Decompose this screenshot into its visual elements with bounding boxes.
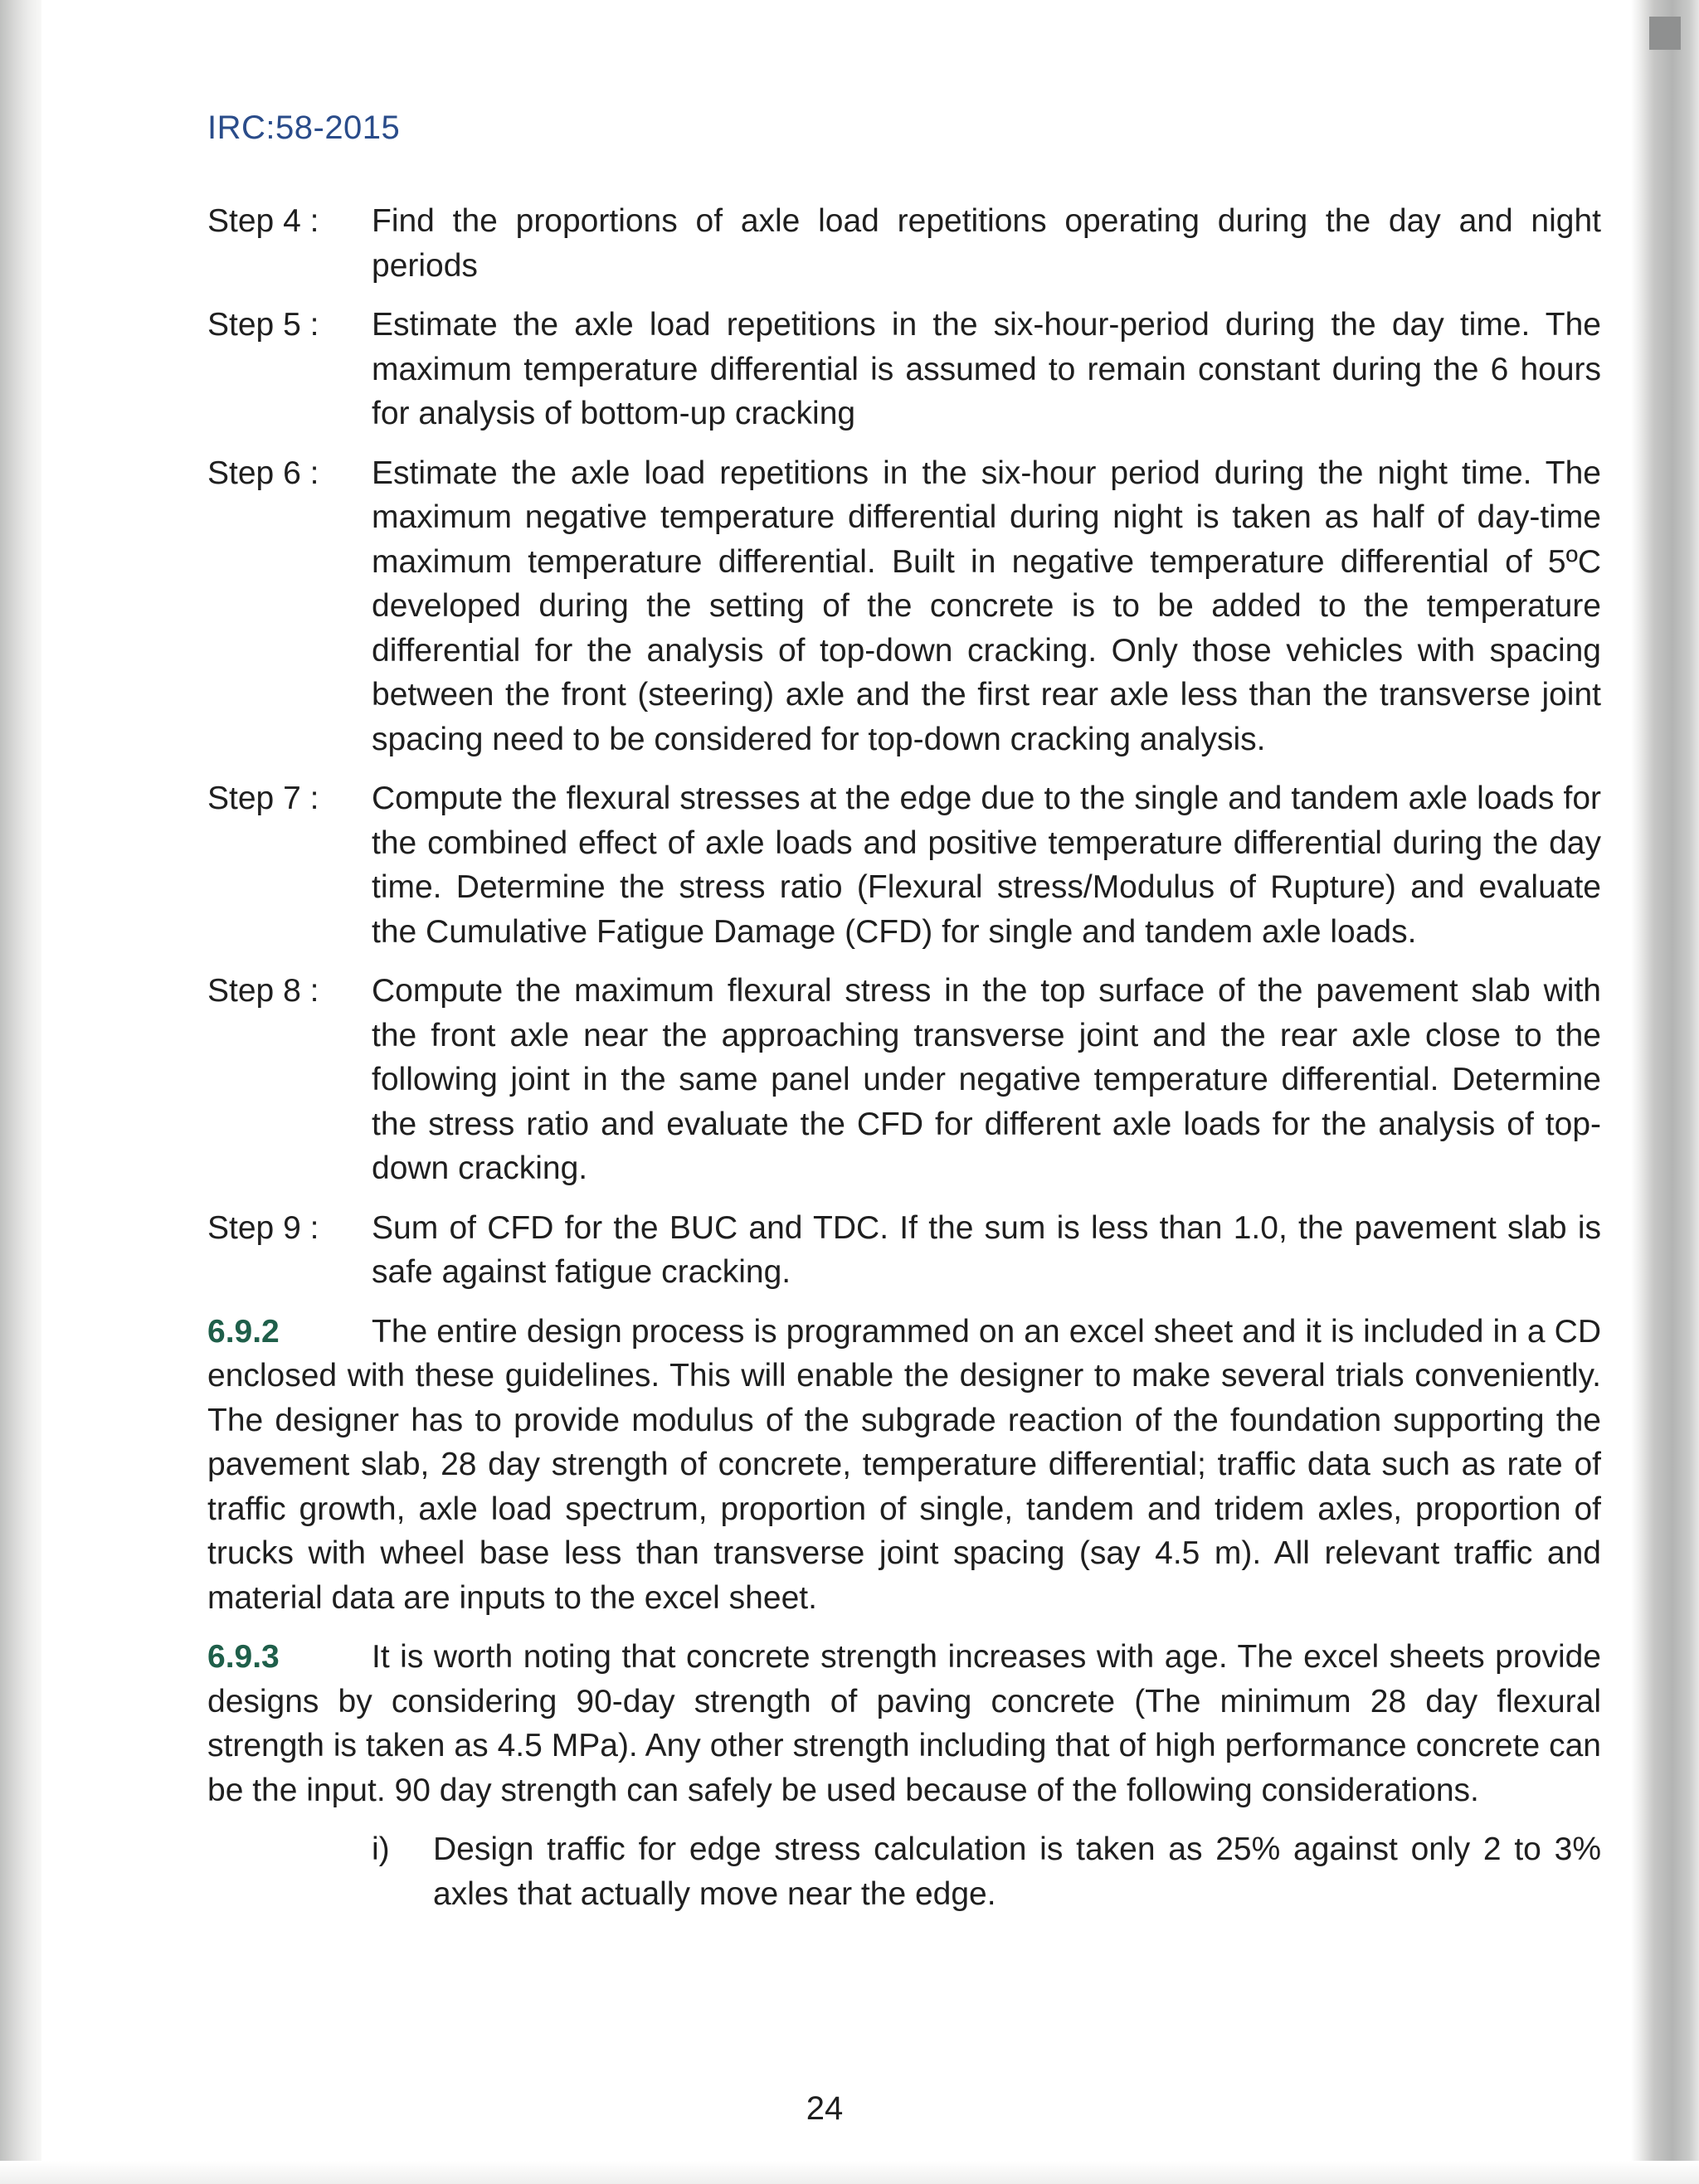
document-code-header: IRC:58-2015	[207, 109, 401, 146]
section-text: It is worth noting that concrete strength increases with age. The excel sheets provide designs by considering 90-day strength of paving concrete (The minimum 28 day flexural strength is taken as 4.5 MPa). Any other strength including that of high performance concrete can be the input. 90 day strength can safely be used because of the following considerations.	[207, 1639, 1601, 1808]
step-9	[207, 1206, 1601, 1295]
step-label: Step 5 :	[207, 307, 319, 343]
scan-right-edge-mark	[1649, 17, 1681, 50]
step-text: Estimate the axle load repetitions in the six-hour period during the night time. The maximum negative temperature differential during night is taken as half of day-time maximum temperature differential. Built in negative temperature differential of 5ºC developed during the setting of the concrete is to be added to the temperature differential for the analysis of top-down cracking. Only those vehicles with spacing between the front (steering) axle and the first rear axle less than the transverse joint spacing need to be considered for top-down cracking analysis.	[372, 455, 1601, 757]
section-number: 6.9.2	[207, 1313, 280, 1350]
section-text: The entire design process is programmed on an excel sheet and it is included in a CD enclosed with these guidelines. This will enable the designer to make several trials conveniently. The designer has to provide modulus of the subgrade reaction of the foundation supporting the pavement slab, 28 day strength of concrete, temperature differential; traffic data such as rate of traffic growth, axle load spectrum, proportion of single, tandem and tridem axles, proportion of trucks with wheel base less than transverse joint spacing (say 4.5 m). All relevant traffic and material data are inputs to the excel sheet.	[207, 1313, 1601, 1616]
section-6-9-3	[207, 1635, 1601, 1812]
step-4	[207, 199, 1601, 288]
scan-bottom-edge	[0, 2161, 1699, 2184]
step-label: Step 6 :	[207, 455, 319, 491]
step-text: Sum of CFD for the BUC and TDC. If the sum is less than 1.0, the pavement slab is safe against fatigue cracking.	[372, 1209, 1601, 1290]
step-label: Step 8 :	[207, 973, 319, 1009]
page-number: 24	[806, 2090, 844, 2127]
section-6-9-2	[207, 1310, 1601, 1621]
step-8	[207, 969, 1601, 1191]
step-5	[207, 303, 1601, 436]
step-text: Compute the maximum flexural stress in the top surface of the pavement slab with the front axle near the approaching transverse joint and the rear axle close to the following joint in the same panel under negative temperature differential. Determine the stress ratio and evaluate the CFD for different axle loads for the analysis of top-down cracking.	[372, 973, 1601, 1186]
page-content	[207, 199, 1601, 1916]
scan-right-edge	[1631, 0, 1699, 2184]
step-6	[207, 451, 1601, 762]
step-text: Find the proportions of axle load repetitions operating during the day and night periods	[372, 203, 1601, 284]
list-marker: i)	[372, 1831, 390, 1867]
step-label: Step 7 :	[207, 781, 319, 816]
section-number: 6.9.3	[207, 1639, 280, 1675]
step-7	[207, 776, 1601, 954]
step-label: Step 9 :	[207, 1209, 319, 1246]
step-text: Estimate the axle load repetitions in the six-hour-period during the day time. The maximum temperature differential is assumed to remain constant during the 6 hours for analysis of bottom-up cracking	[372, 307, 1601, 431]
step-text: Compute the flexural stresses at the edge due to the single and tandem axle loads for the combined effect of axle loads and positive temperature differential during the day time. Determine the stress ratio (Flexural stress/Modulus of Rupture) and evaluate the Cumulative Fatigue Damage (CFD) for single and tandem axle loads.	[372, 781, 1601, 950]
list-item-text: Design traffic for edge stress calculation is taken as 25% against only 2 to 3% axles that actually move near the edge.	[433, 1831, 1601, 1912]
scan-left-edge	[0, 0, 41, 2184]
list-item	[355, 1827, 1601, 1916]
step-label: Step 4 :	[207, 203, 319, 239]
